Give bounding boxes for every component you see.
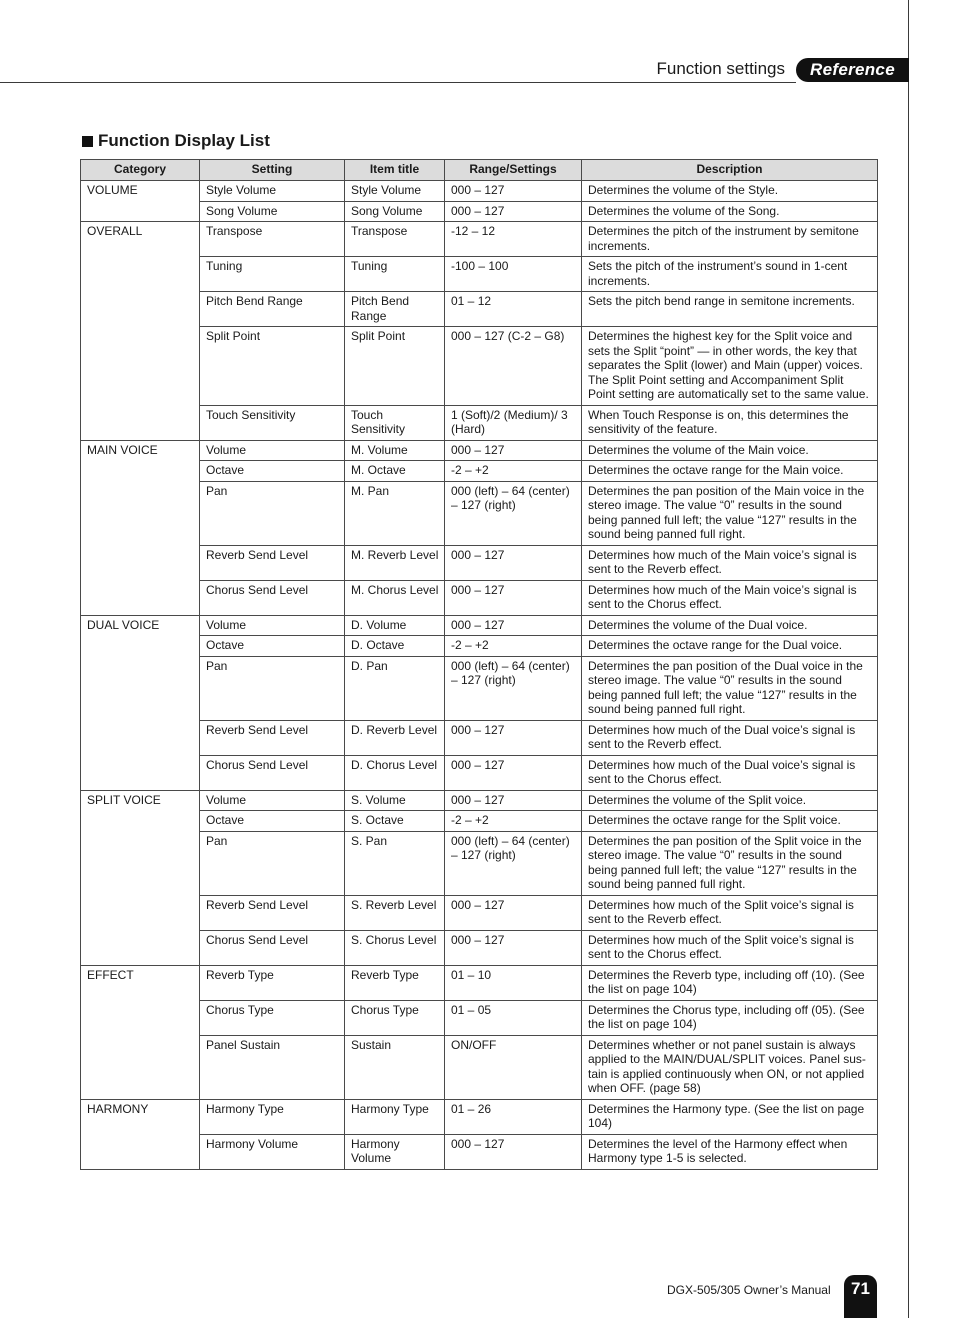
range-cell: -2 – +2 xyxy=(445,461,582,482)
category-cell: MAIN VOICE xyxy=(81,440,200,615)
table-row xyxy=(81,930,878,965)
range-cell: 01 – 10 xyxy=(445,965,582,1000)
range-cell: -100 – 100 xyxy=(445,257,582,292)
table-row xyxy=(81,831,878,895)
setting-cell: Pan xyxy=(200,831,345,895)
description-cell: Determines the pitch of the instrument by semitone increments. xyxy=(582,222,878,257)
setting-cell: Octave xyxy=(200,811,345,832)
table-header-row xyxy=(81,160,878,181)
table-row xyxy=(81,405,878,440)
description-cell: Determines the volume of the Main voice. xyxy=(582,440,878,461)
table-row xyxy=(81,181,878,202)
description-cell: Determines the octave range for the Dual voice. xyxy=(582,636,878,657)
table-row xyxy=(81,656,878,720)
table-row xyxy=(81,481,878,545)
setting-cell: Octave xyxy=(200,636,345,657)
table-row xyxy=(81,1099,878,1134)
setting-cell: Transpose xyxy=(200,222,345,257)
item-title-cell: D. Volume xyxy=(345,615,445,636)
manual-title: DGX-505/305 Owner’s Manual xyxy=(667,1283,831,1297)
range-cell: 000 – 127 xyxy=(445,755,582,790)
description-cell: Determines the highest key for the Split voice and sets the Split “point” — in other words, the key that separates the Split (lower) and Main (upper) voices. The Split Point setting and Accompaniment Split Point setting are automatically set to the same value. xyxy=(582,327,878,406)
item-title-cell: Split Point xyxy=(345,327,445,406)
range-cell: ON/OFF xyxy=(445,1035,582,1099)
column-header-range: Range/Settings xyxy=(445,160,582,181)
category-cell: HARMONY xyxy=(81,1099,200,1169)
range-cell: -2 – +2 xyxy=(445,811,582,832)
description-cell: Sets the pitch bend range in semitone increments. xyxy=(582,292,878,327)
item-title-cell: Chorus Type xyxy=(345,1000,445,1035)
setting-cell: Pan xyxy=(200,481,345,545)
page-number-tab: 71 xyxy=(844,1275,877,1318)
table-row xyxy=(81,965,878,1000)
setting-cell: Reverb Type xyxy=(200,965,345,1000)
item-title-cell: D. Octave xyxy=(345,636,445,657)
setting-cell: Touch Sensitivity xyxy=(200,405,345,440)
range-cell: 000 – 127 xyxy=(445,895,582,930)
range-cell: 000 – 127 (C-2 – G8) xyxy=(445,327,582,406)
description-cell: Determines how much of the Main voice’s signal is sent to the Reverb effect. xyxy=(582,545,878,580)
description-cell: Determines the pan position of the Main voice in the stereo image. The value “0” results in the sound being panned full left; the value “127” results in the sound being panned full right. xyxy=(582,481,878,545)
setting-cell: Panel Sustain xyxy=(200,1035,345,1099)
range-cell: 000 – 127 xyxy=(445,930,582,965)
item-title-cell: Transpose xyxy=(345,222,445,257)
column-header-description: Description xyxy=(582,160,878,181)
description-cell: Determines the level of the Harmony effect when Harmony type 1-5 is selected. xyxy=(582,1134,878,1169)
right-margin-rule xyxy=(908,0,909,1318)
setting-cell: Pan xyxy=(200,656,345,720)
table-row xyxy=(81,1134,878,1169)
setting-cell: Harmony Volume xyxy=(200,1134,345,1169)
setting-cell: Octave xyxy=(200,461,345,482)
item-title-cell: Harmony Type xyxy=(345,1099,445,1134)
description-cell: Determines the pan position of the Split voice in the stereo image. The value “0” results in the sound being panned full left; the value “127” results in the sound being panned full right. xyxy=(582,831,878,895)
table-row xyxy=(81,811,878,832)
description-cell: Determines the Reverb type, including off (10). (See the list on page 104) xyxy=(582,965,878,1000)
item-title-cell: D. Chorus Level xyxy=(345,755,445,790)
range-cell: 1 (Soft)/2 (Medium)/ 3 (Hard) xyxy=(445,405,582,440)
description-cell: Determines how much of the Dual voice’s signal is sent to the Reverb effect. xyxy=(582,720,878,755)
table-row xyxy=(81,545,878,580)
range-cell: 000 (left) – 64 (center) – 127 (right) xyxy=(445,656,582,720)
range-cell: 01 – 12 xyxy=(445,292,582,327)
description-cell: Determines the Chorus type, including off (05). (See the list on page 104) xyxy=(582,1000,878,1035)
range-cell: 000 – 127 xyxy=(445,545,582,580)
item-title-cell: Sustain xyxy=(345,1035,445,1099)
description-cell: Determines the octave range for the Split voice. xyxy=(582,811,878,832)
item-title-cell: M. Reverb Level xyxy=(345,545,445,580)
table-row xyxy=(81,615,878,636)
description-cell: Determines the octave range for the Main voice. xyxy=(582,461,878,482)
range-cell: 000 – 127 xyxy=(445,181,582,202)
description-cell: Determines the pan position of the Dual voice in the stereo image. The value “0” results in the sound being panned full left; the value “127” results in the sound being panned full right. xyxy=(582,656,878,720)
range-cell: 01 – 26 xyxy=(445,1099,582,1134)
item-title-cell: Tuning xyxy=(345,257,445,292)
setting-cell: Chorus Send Level xyxy=(200,930,345,965)
table-row xyxy=(81,222,878,257)
description-cell: Determines how much of the Split voice’s signal is sent to the Reverb effect. xyxy=(582,895,878,930)
description-cell: Determines the volume of the Style. xyxy=(582,181,878,202)
table-row xyxy=(81,895,878,930)
table-row xyxy=(81,1000,878,1035)
section-title: Function Display List xyxy=(98,131,270,150)
section-heading xyxy=(82,131,270,151)
range-cell: 01 – 05 xyxy=(445,1000,582,1035)
square-bullet-icon xyxy=(82,136,93,147)
category-cell: VOLUME xyxy=(81,181,200,222)
setting-cell: Volume xyxy=(200,440,345,461)
header-rule xyxy=(0,82,796,83)
item-title-cell: D. Pan xyxy=(345,656,445,720)
function-display-table xyxy=(80,159,878,1170)
item-title-cell: M. Octave xyxy=(345,461,445,482)
description-cell: Determines the Harmony type. (See the list on page 104) xyxy=(582,1099,878,1134)
item-title-cell: Style Volume xyxy=(345,181,445,202)
range-cell: 000 – 127 xyxy=(445,201,582,222)
description-cell: Determines how much of the Dual voice’s signal is sent to the Chorus effect. xyxy=(582,755,878,790)
table-row xyxy=(81,755,878,790)
item-title-cell: Song Volume xyxy=(345,201,445,222)
setting-cell: Song Volume xyxy=(200,201,345,222)
item-title-cell: S. Octave xyxy=(345,811,445,832)
description-cell: Determines the volume of the Song. xyxy=(582,201,878,222)
item-title-cell: Touch Sensitivity xyxy=(345,405,445,440)
item-title-cell: S. Chorus Level xyxy=(345,930,445,965)
category-cell: DUAL VOICE xyxy=(81,615,200,790)
item-title-cell: S. Volume xyxy=(345,790,445,811)
setting-cell: Harmony Type xyxy=(200,1099,345,1134)
table-row xyxy=(81,461,878,482)
category-cell: OVERALL xyxy=(81,222,200,441)
table-row xyxy=(81,720,878,755)
column-header-item-title: Item title xyxy=(345,160,445,181)
table-row xyxy=(81,636,878,657)
item-title-cell: M. Chorus Level xyxy=(345,580,445,615)
table-row xyxy=(81,201,878,222)
column-header-category: Category xyxy=(81,160,200,181)
setting-cell: Chorus Send Level xyxy=(200,580,345,615)
range-cell: 000 – 127 xyxy=(445,440,582,461)
setting-cell: Reverb Send Level xyxy=(200,545,345,580)
item-title-cell: D. Reverb Level xyxy=(345,720,445,755)
setting-cell: Chorus Send Level xyxy=(200,755,345,790)
column-header-setting: Setting xyxy=(200,160,345,181)
setting-cell: Chorus Type xyxy=(200,1000,345,1035)
item-title-cell: M. Pan xyxy=(345,481,445,545)
description-cell: Determines the volume of the Split voice. xyxy=(582,790,878,811)
item-title-cell: Reverb Type xyxy=(345,965,445,1000)
range-cell: 000 (left) – 64 (center) – 127 (right) xyxy=(445,481,582,545)
category-cell: EFFECT xyxy=(81,965,200,1099)
setting-cell: Pitch Bend Range xyxy=(200,292,345,327)
description-cell: Determines how much of the Main voice’s signal is sent to the Chorus effect. xyxy=(582,580,878,615)
range-cell: -12 – 12 xyxy=(445,222,582,257)
table-row xyxy=(81,292,878,327)
item-title-cell: S. Reverb Level xyxy=(345,895,445,930)
range-cell: 000 – 127 xyxy=(445,790,582,811)
item-title-cell: S. Pan xyxy=(345,831,445,895)
item-title-cell: M. Volume xyxy=(345,440,445,461)
range-cell: 000 – 127 xyxy=(445,615,582,636)
table-row xyxy=(81,327,878,406)
description-cell: Sets the pitch of the instrument’s sound in 1-cent increments. xyxy=(582,257,878,292)
setting-cell: Volume xyxy=(200,790,345,811)
range-cell: 000 (left) – 64 (center) – 127 (right) xyxy=(445,831,582,895)
table-row xyxy=(81,257,878,292)
table-row xyxy=(81,790,878,811)
table-body xyxy=(81,181,878,1170)
range-cell: 000 – 127 xyxy=(445,720,582,755)
description-cell: When Touch Response is on, this determines the sensitivity of the feature. xyxy=(582,405,878,440)
description-cell: Determines whether or not panel sustain is always applied to the MAIN/DUAL/SPLIT voices. Panel sus-tain is applied continuously when ON, or not applied when OFF. (page 58) xyxy=(582,1035,878,1099)
description-cell: Determines how much of the Split voice’s signal is sent to the Chorus effect. xyxy=(582,930,878,965)
reference-badge: Reference xyxy=(796,58,909,82)
setting-cell: Tuning xyxy=(200,257,345,292)
item-title-cell: Harmony Volume xyxy=(345,1134,445,1169)
range-cell: 000 – 127 xyxy=(445,580,582,615)
range-cell: 000 – 127 xyxy=(445,1134,582,1169)
setting-cell: Style Volume xyxy=(200,181,345,202)
table-row xyxy=(81,440,878,461)
setting-cell: Reverb Send Level xyxy=(200,720,345,755)
description-cell: Determines the volume of the Dual voice. xyxy=(582,615,878,636)
running-header: Function settings xyxy=(656,59,785,78)
setting-cell: Volume xyxy=(200,615,345,636)
range-cell: -2 – +2 xyxy=(445,636,582,657)
setting-cell: Split Point xyxy=(200,327,345,406)
category-cell: SPLIT VOICE xyxy=(81,790,200,965)
table-row xyxy=(81,1035,878,1099)
table-row xyxy=(81,580,878,615)
item-title-cell: Pitch Bend Range xyxy=(345,292,445,327)
setting-cell: Reverb Send Level xyxy=(200,895,345,930)
